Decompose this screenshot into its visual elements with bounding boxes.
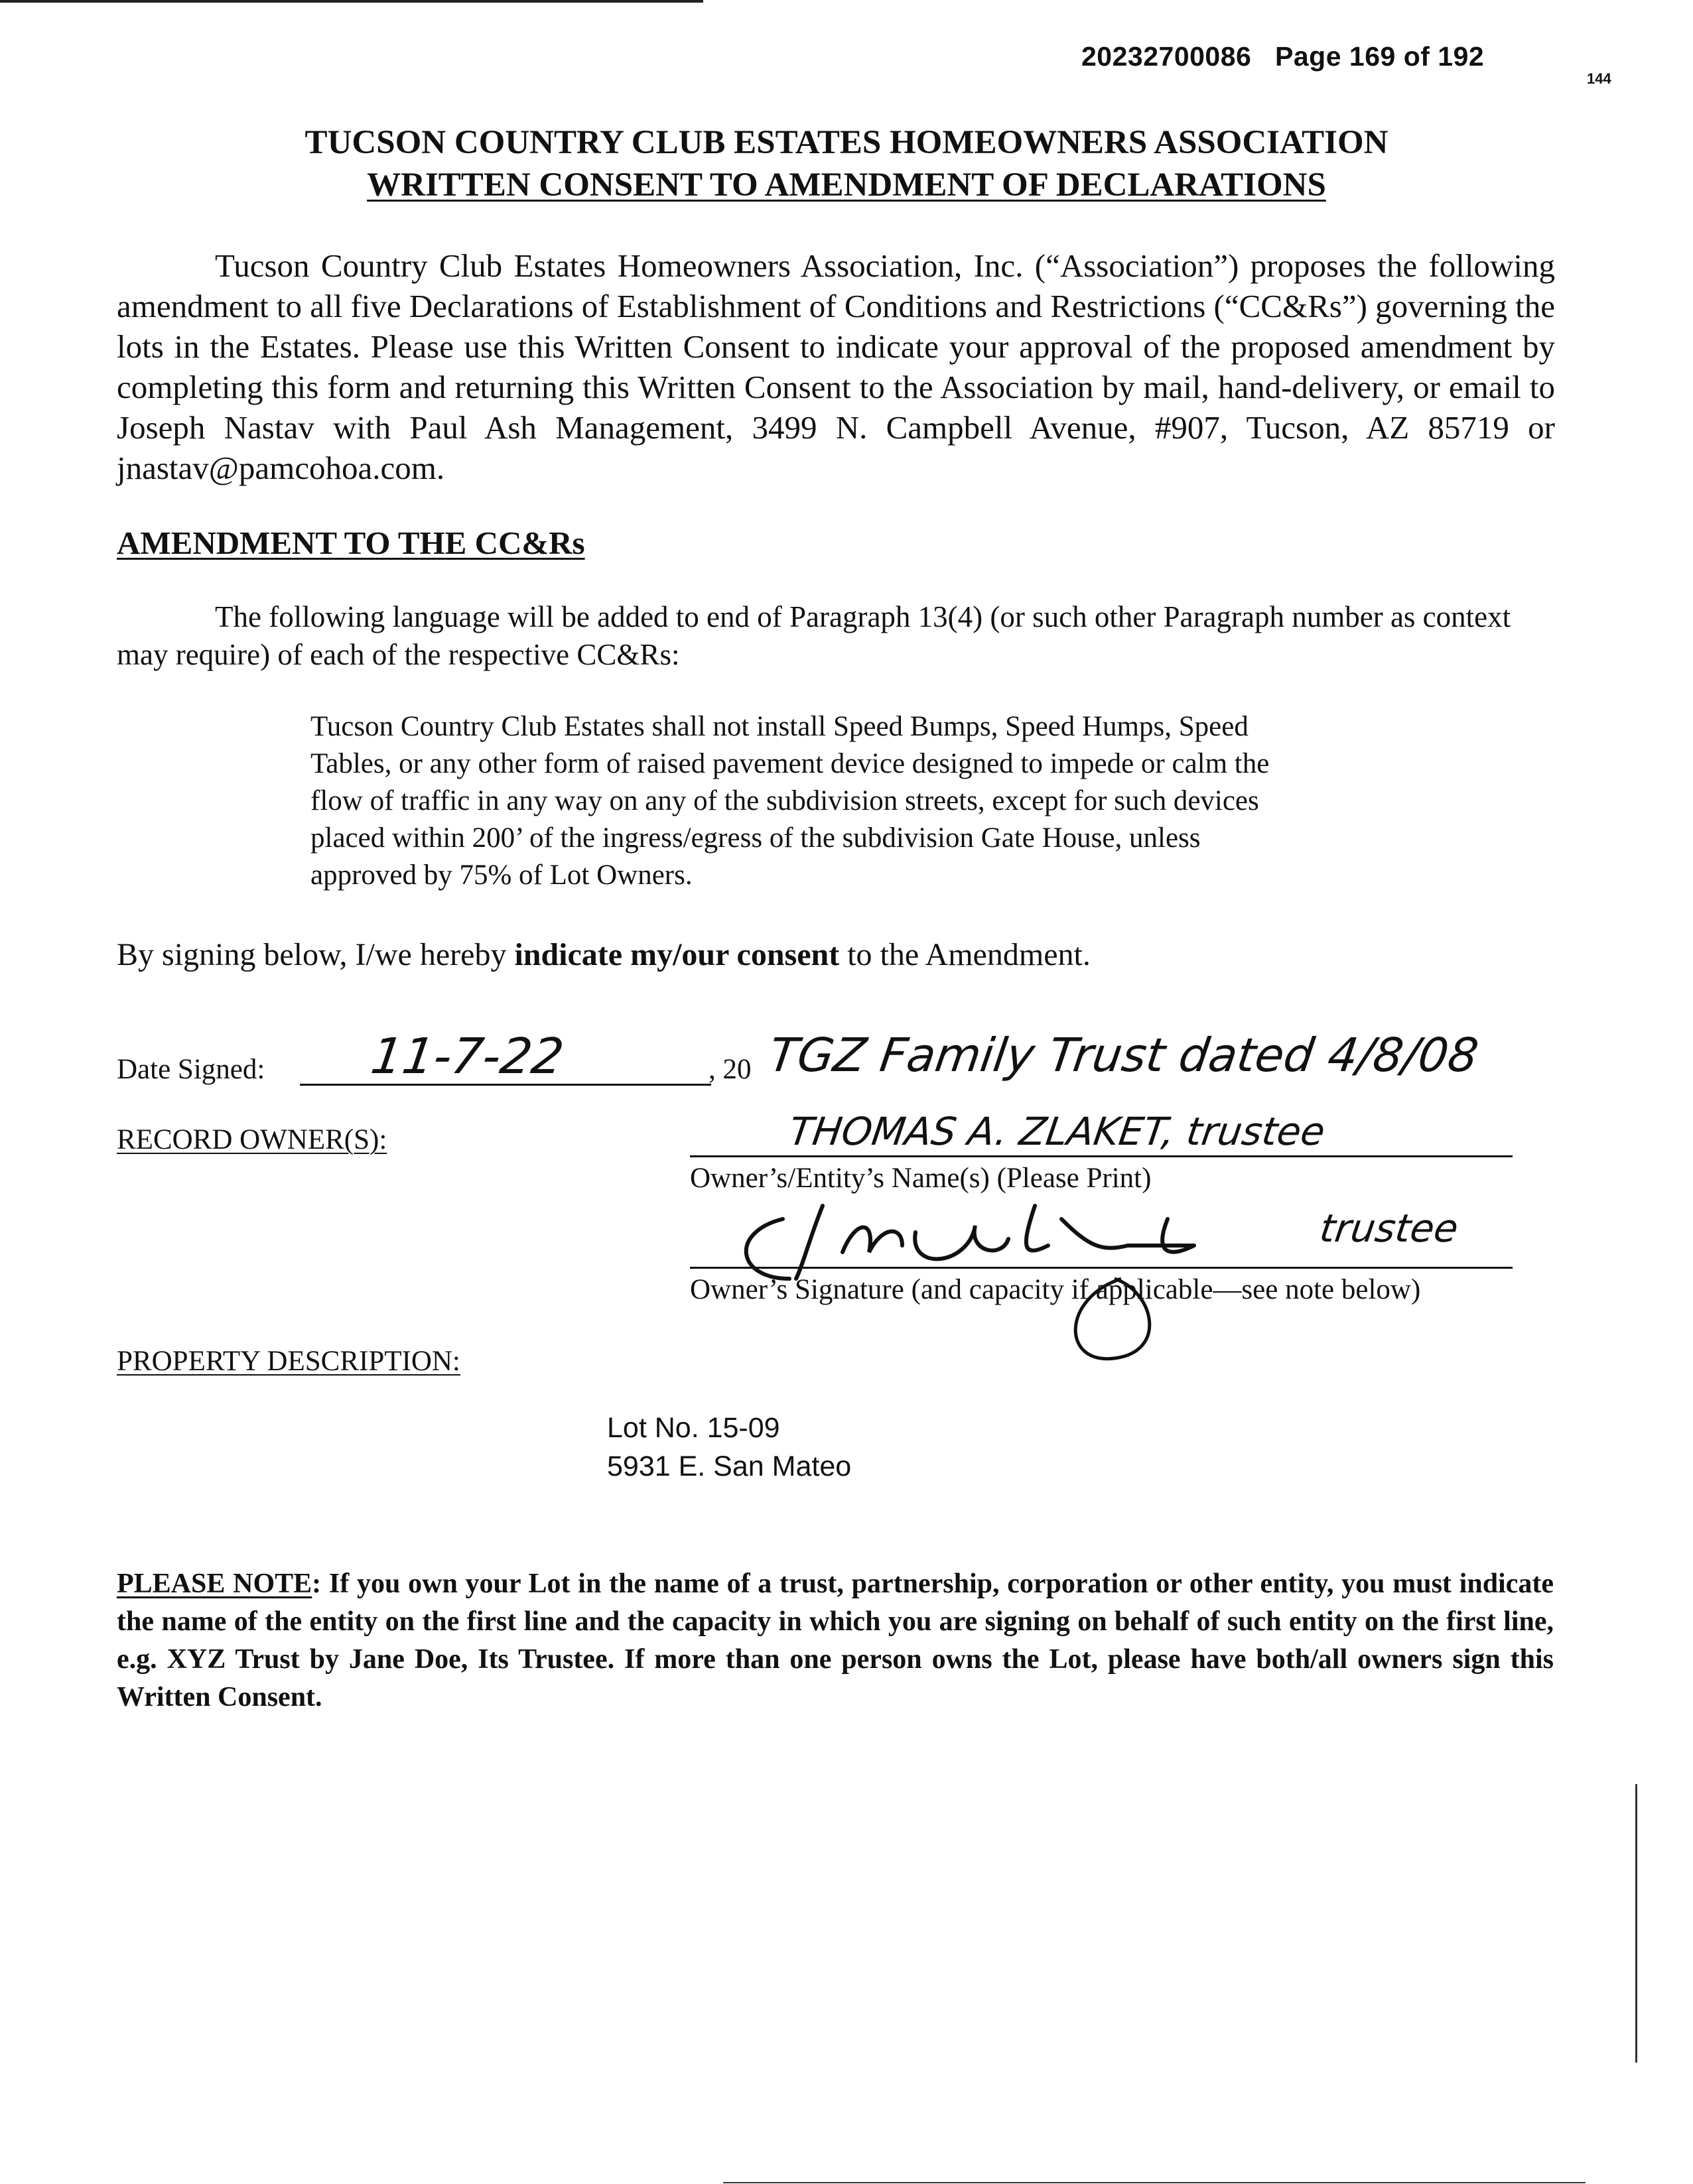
- intro-paragraph: Tucson Country Club Estates Homeowners Association, Inc. (“Association”) proposes the following amendment to all five Declarations of Establishment of Conditions and Restrictions (“CC&Rs”) governing the lots in the Estates. Please use this Written Consent to indicate your approval of the proposed amendment by completing this form and returning this Written Consent to the Association by mail, hand-delivery, or email to Joseph Nastav with Paul Ash Management, 3499 N. Campbell Avenue, #907, Tucson, AZ 85719 or jnastav@pamcohoa.com.: [117, 247, 1555, 486]
- scan-top-edge: [0, 0, 703, 3]
- please-note-lead: PLEASE NOTE: [117, 1569, 312, 1599]
- property-address: 5931 E. San Mateo: [607, 1450, 852, 1482]
- scan-bottom-edge: [723, 2182, 1586, 2183]
- owner-name-caption: Owner’s/Entity’s Name(s) (Please Print): [690, 1163, 1152, 1194]
- consent-statement: By signing below, I/we hereby indicate my/our consent to the Amendment.: [117, 937, 1091, 972]
- lot-number: Lot No. 15-09: [607, 1412, 780, 1444]
- page-header: [1081, 41, 1484, 72]
- stamp-number: 144: [1587, 70, 1611, 87]
- document-subtitle: WRITTEN CONSENT TO AMENDMENT OF DECLARATIONS: [367, 166, 1326, 204]
- signature-underline: [690, 1267, 1513, 1269]
- amendment-heading: AMENDMENT TO THE CC&Rs: [117, 525, 585, 561]
- signature-capacity-handwritten[interactable]: trustee: [1317, 1206, 1461, 1251]
- amendment-lead-paragraph: The following language will be added to end of Paragraph 13(4) (or such other Paragraph number as context may require) of each of the respective CC&Rs:: [117, 600, 1511, 671]
- please-note-paragraph: PLEASE NOTE: If you own your Lot in the name of a trust, partnership, corporation or other entity, you must indicate the name of the entity on the first line and the capacity in which you are signing on behalf of such entity on the first line, e.g. XYZ Trust by Jane Doe, Its Trustee. If more than one person owns the Lot, please have both/all owners sign this Written Consent.: [117, 1569, 1554, 1712]
- document-number: 20232700086: [1081, 41, 1252, 72]
- consent-emphasis: indicate my/our consent: [514, 937, 840, 972]
- scan-artifact-line: [1635, 1784, 1637, 2063]
- document-title: TUCSON COUNTRY CLUB ESTATES HOMEOWNERS ASSOCIATION: [305, 124, 1388, 161]
- owner-name-underline: [690, 1155, 1513, 1157]
- year-prefix: , 20: [709, 1054, 752, 1085]
- record-owner-label: RECORD OWNER(S):: [117, 1124, 387, 1155]
- date-handwritten-value[interactable]: 11-7-22: [367, 1028, 567, 1085]
- property-description-label: PROPERTY DESCRIPTION:: [117, 1346, 460, 1377]
- property-details: [607, 1409, 851, 1486]
- date-label: Date Signed:: [117, 1054, 265, 1085]
- entity-handwritten-value[interactable]: TGZ Family Trust dated 4/8/08: [766, 1028, 1482, 1082]
- signature-caption: Owner’s Signature (and capacity if applicable—see note below): [690, 1274, 1421, 1305]
- owner-name-handwritten-value[interactable]: THOMAS A. ZLAKET, trustee: [786, 1109, 1328, 1154]
- amendment-quoted-text: Tucson Country Club Estates shall not install Speed Bumps, Speed Humps, Speed Tables, or any other form of raised pavement device designed to impede or calm the flow of traffic in any way on any of the subdivision streets, except for such devices placed within 200’ of the ingress/egress of the subdivision Gate House, unless approved by 75% of Lot Owners.: [310, 711, 1270, 891]
- page-label: Page 169 of 192: [1275, 41, 1485, 72]
